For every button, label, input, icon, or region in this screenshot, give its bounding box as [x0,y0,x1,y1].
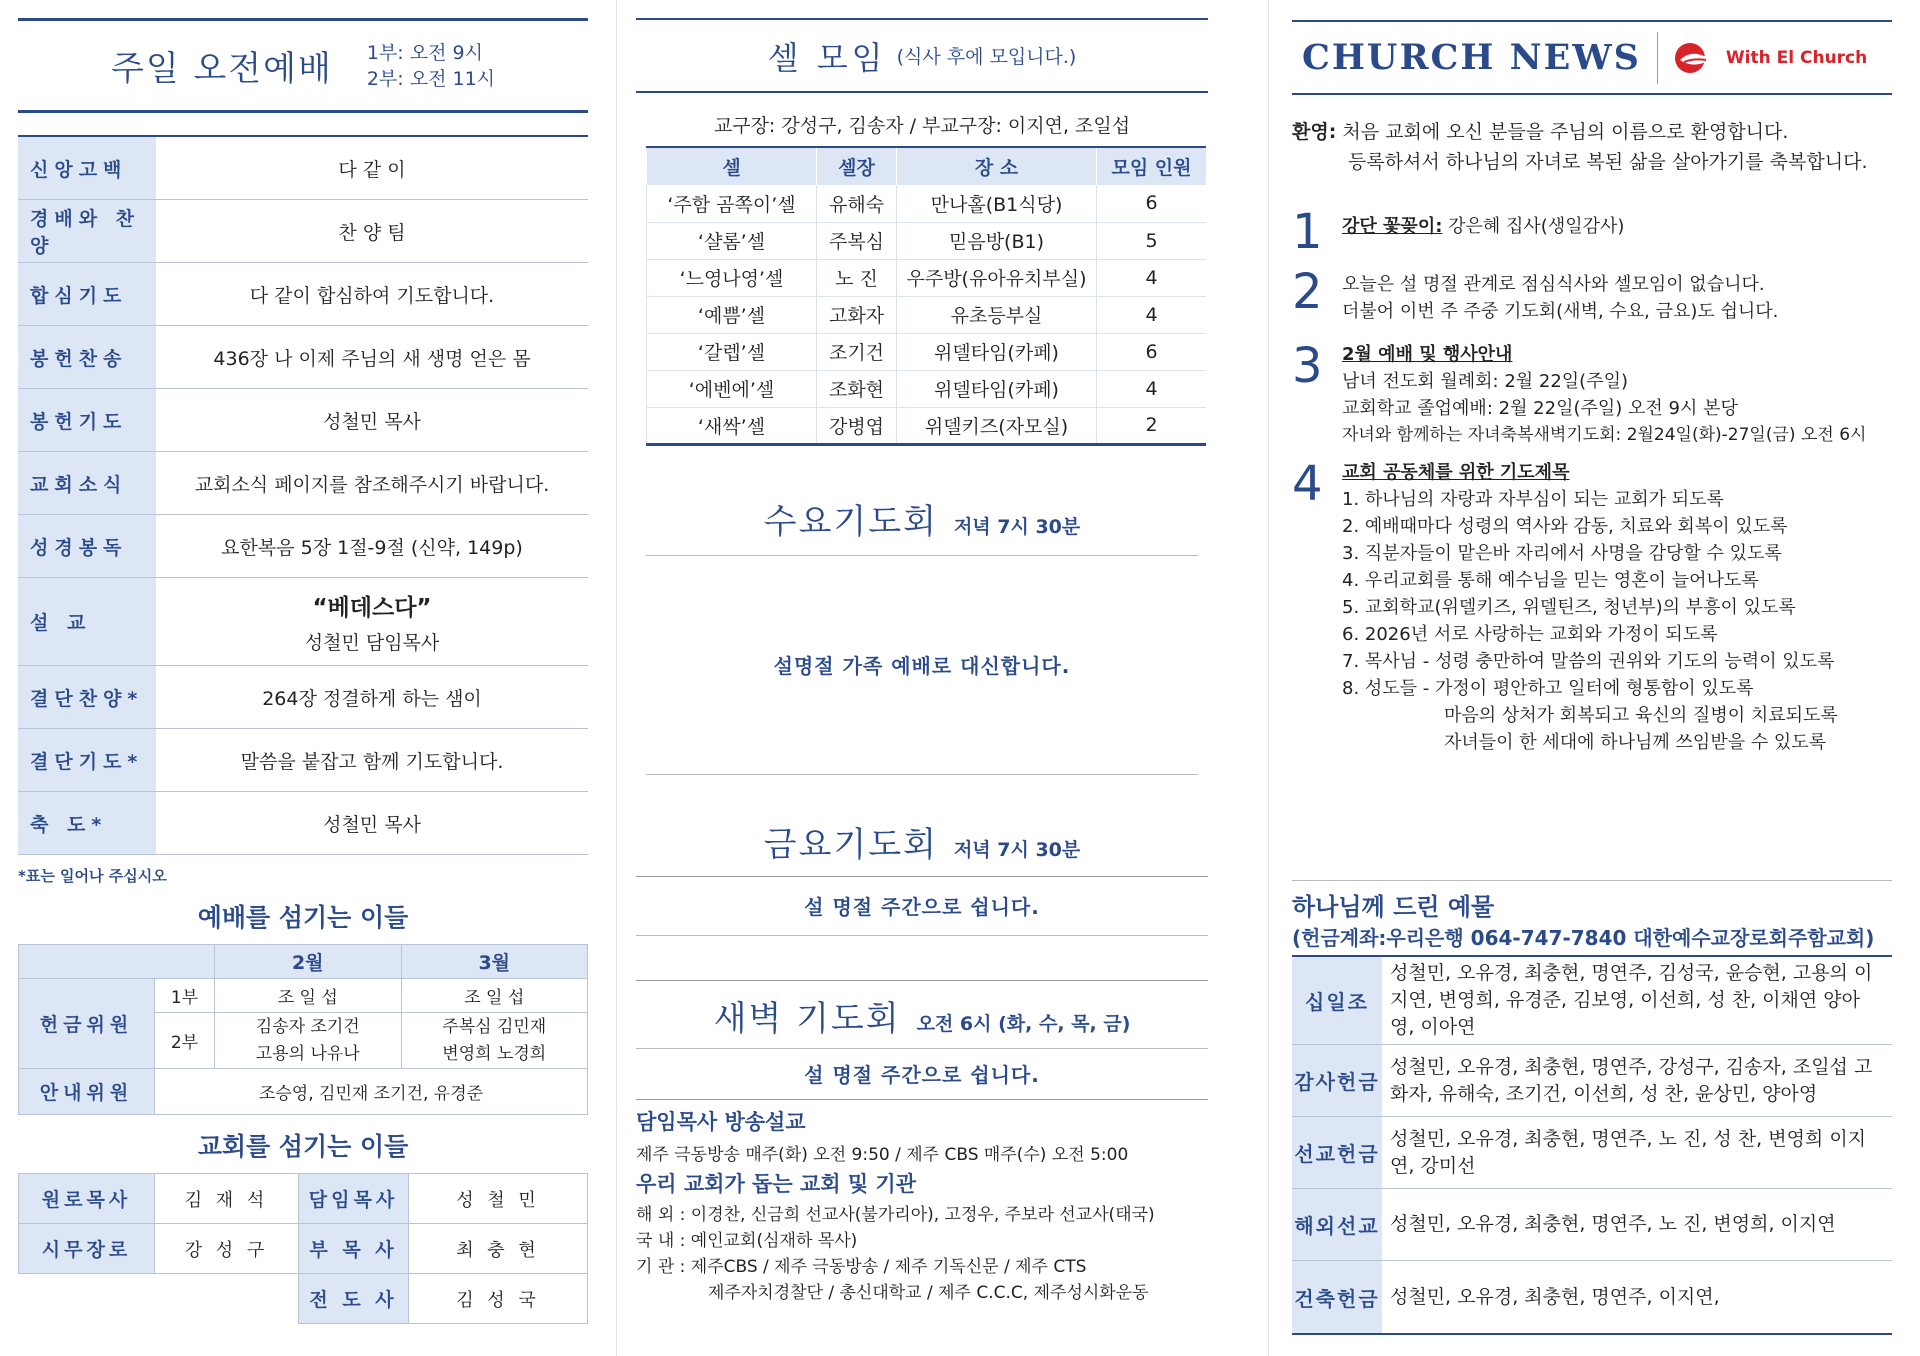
table-row [647,296,1207,333]
cell-count: 4 [1097,296,1207,333]
staff-role: 부 목 사 [299,1224,409,1274]
usher-value: 조승영, 김민재 조기건, 유경준 [155,1069,588,1115]
staff-person: 김 성 국 [409,1274,588,1324]
prayer-item: 2. 예배때마다 성령의 역사와 감동, 치료와 회복이 있도록 [1342,516,1788,537]
order-row [18,263,588,326]
feb-part2-line: 고용의 나유나 [255,1043,360,1064]
cell-place: 만나홀(B1식당) [897,185,1097,222]
cell-name: ‘갈렙’셀 [647,333,817,370]
worship-title-bar [18,18,588,113]
cell-count: 5 [1097,222,1207,259]
offerings-section [1292,880,1892,1335]
support-line: 해 외 : 이경찬, 신금희 선교사(불가리아), 고정우, 주보라 선교사(태국) [636,1204,1155,1225]
cell-count: 6 [1097,333,1207,370]
news-line: 오늘은 설 명절 관계로 점심식사와 셀모임이 없습니다. [1342,274,1765,295]
order-label: 봉헌기도 [18,389,156,451]
cell-col-header: 셀 [647,147,817,185]
dawn-title: 새벽 기도회 [713,998,901,1039]
news-item-4 [1292,456,1892,756]
order-label: 축 도* [18,792,156,854]
second-service-time: 2부: 오전 11시 [366,67,496,90]
cell-table [646,146,1206,446]
broadcast-title: 담임목사 방송설교 [636,1109,806,1134]
cell-place: 위델키즈(자모실) [897,407,1097,444]
feb-part2-line: 김송자 조기건 [255,1016,360,1037]
order-label: 경배와 찬양 [18,200,156,262]
news-heading: 교회 공동체를 위한 기도제목 [1342,462,1570,483]
welcome-line: 등록하셔서 하나님의 자녀로 복된 삶을 살아가기를 축복합니다. [1348,151,1868,173]
news-text [1342,459,1838,756]
feb-part2 [215,1013,402,1069]
month-feb: 2월 [215,945,402,979]
cell-place: 위델타임(카페) [897,370,1097,407]
table-row [647,259,1207,296]
table-row [647,222,1207,259]
offering-type: 선교헌금 [1292,1117,1382,1188]
news-number: 3 [1292,338,1323,394]
support-list [636,1202,1208,1306]
order-value: 264장 정결하게 하는 샘이 [262,687,482,710]
cell-leader: 조화현 [817,370,897,407]
broadcast-info: 제주 극동방송 매주(화) 오전 9:50 / 제주 CBS 매주(수) 오전 5:00 [636,1144,1129,1165]
cell-subtitle: (식사 후에 모입니다.) [896,46,1077,68]
order-row [18,729,588,792]
divider [646,774,1198,775]
cell-leader: 주복심 [817,222,897,259]
order-row [18,515,588,578]
friday-title: 금요기도회 [763,824,938,865]
order-value: 다 같이 합심하여 기도합니다. [249,284,495,307]
cell-name: ‘에벤에’셀 [647,370,817,407]
cell-name: ‘샬롬’셀 [647,222,817,259]
news-item-1 [1292,204,1892,260]
cell-count: 4 [1097,370,1207,407]
divider [636,935,1208,936]
staff-empty [19,1274,155,1324]
cell-col-header: 모임 인원 [1097,147,1207,185]
news-number: 4 [1292,456,1323,512]
news-line: 교회학교 졸업예배: 2월 22일(주일) 오전 9시 본당 [1342,398,1738,419]
cell-leader: 강병엽 [817,407,897,444]
cell-place: 우주방(유아유치부실) [897,259,1097,296]
order-value: 성철민 목사 [323,813,421,836]
worship-order-table [18,135,588,855]
offering-givers: 성철민, 오유경, 최충현, 명연주, 노 진, 변영희, 이지연 [1390,1213,1836,1235]
order-row [18,200,588,263]
welcome-message [1292,117,1892,177]
offering-type: 감사헌금 [1292,1045,1382,1116]
news-line: 남녀 전도회 월례회: 2월 22일(주일) [1342,371,1629,392]
order-value: 말씀을 붙잡고 함께 기도합니다. [240,750,504,773]
altar-flower-value: 강은혜 집사(생일감사) [1448,216,1625,237]
staff-table [18,1173,588,1324]
worship-order-panel [18,0,588,1356]
order-label: 결단기도* [18,729,156,791]
friday-header [636,817,1208,866]
cell-place: 믿음방(B1) [897,222,1097,259]
order-value [156,578,588,665]
worship-times [367,40,495,92]
divider [636,980,1208,981]
friday-message: 설 명절 주간으로 쉽니다. [804,895,1040,919]
prayer-item: 4. 우리교회를 통해 예수님을 믿는 영혼이 늘어나도록 [1342,570,1759,591]
cell-title: 셀 모임 [767,38,887,77]
prayer-item: 6. 2026년 서로 사랑하는 교회와 가정이 되도록 [1342,624,1718,645]
order-label: 봉헌찬송 [18,326,156,388]
cell-leader: 조기건 [817,333,897,370]
order-label: 설 교 [18,578,156,665]
staff-person: 최 충 현 [409,1224,588,1274]
offering-type: 건축헌금 [1292,1261,1382,1333]
staff-person: 강 성 구 [155,1224,299,1274]
cell-count: 6 [1097,185,1207,222]
welcome-line: 처음 교회에 오신 분들을 주님의 이름으로 환영합니다. [1342,121,1789,143]
sermon-preacher: 성철민 담임목사 [304,631,440,654]
table-row [647,407,1207,444]
support-line: 제주자치경찰단 / 총신대학교 / 제주 C.C.C, 제주성시화운동 [708,1282,1149,1303]
wednesday-time: 저녁 7시 30분 [953,515,1081,538]
news-item-2 [1292,264,1892,325]
order-value: 찬 양 팀 [338,221,406,244]
news-number: 1 [1292,204,1323,260]
wednesday-message: 설명절 가족 예배로 대신합니다. [773,654,1071,678]
offering-givers: 성철민, 오유경, 최충현, 명연주, 이지연, [1390,1285,1720,1308]
cell-col-header: 장 소 [897,147,1097,185]
mar-part2 [401,1013,588,1069]
order-label: 교회소식 [18,452,156,514]
prayer-item: 1. 하나님의 자랑과 자부심이 되는 교회가 되도록 [1342,489,1724,510]
logo-text: With El Church [1725,47,1868,68]
staff-role: 전 도 사 [299,1274,409,1324]
news-text [1342,207,1624,257]
serve-title: 예배를 섬기는 이들 [197,903,409,932]
altar-flower-label: 강단 꽃꽂이: [1342,216,1443,237]
order-row-sermon [18,578,588,666]
order-value: 436장 나 이제 주님의 새 생명 얻은 몸 [213,347,531,370]
order-row [18,389,588,452]
serve-table [18,944,588,1115]
dawn-message: 설 명절 주간으로 쉽니다. [804,1063,1040,1087]
cell-name: ‘새싹’셀 [647,407,817,444]
prayer-item: 5. 교회학교(위델키즈, 위델틴즈, 청년부)의 부흥이 있도록 [1342,597,1796,618]
wednesday-title: 수요기도회 [763,501,938,542]
order-value: 다 같 이 [338,158,406,181]
news-line: 더불어 이번 주 주중 기도회(새벽, 수요, 금요)도 쉽니다. [1342,301,1779,322]
divider [1657,32,1658,84]
news-number: 2 [1292,264,1323,320]
feb-part1: 조 일 섭 [215,979,402,1013]
divider [636,1099,1208,1100]
staff-role: 원로목사 [19,1174,155,1224]
part-label: 2부 [155,1013,215,1069]
offering-committee-label: 헌금위원 [19,979,155,1069]
order-row [18,137,588,200]
news-title-bar [1292,20,1892,95]
support-line: 기 관 : 제주CBS / 제주 극동방송 / 제주 기독신문 / 제주 CTS [636,1256,1087,1277]
divider [1292,880,1892,881]
meetings-panel [636,0,1208,1356]
wednesday-header [636,494,1208,543]
staff-person: 성 철 민 [409,1174,588,1224]
offering-row [1292,1189,1892,1261]
cell-place: 유초등부실 [897,296,1097,333]
staff-person: 김 재 석 [155,1174,299,1224]
cell-col-header: 셀장 [817,147,897,185]
part-label: 1부 [155,979,215,1013]
sermon-title: “베데스다” [312,594,432,621]
news-title: CHURCH NEWS [1302,37,1641,78]
cell-name: ‘주함 곰쪽이’셀 [647,185,817,222]
offerings-table [1292,955,1892,1335]
order-value: 성철민 목사 [323,410,421,433]
offering-type: 해외선교 [1292,1189,1382,1260]
month-mar: 3월 [401,945,588,979]
offering-row [1292,957,1892,1045]
table-row [647,370,1207,407]
cell-leader: 유해숙 [817,185,897,222]
order-row [18,452,588,515]
staff-role: 담임목사 [299,1174,409,1224]
order-label: 성경봉독 [18,515,156,577]
offering-row [1292,1117,1892,1189]
church-logo-icon [1674,42,1720,74]
news-item-3 [1292,338,1892,449]
cell-leader: 노 진 [817,259,897,296]
dawn-time: 오전 6시 (화, 수, 목, 금) [916,1012,1131,1035]
dawn-header [636,991,1208,1040]
news-text [1342,267,1778,325]
order-row [18,666,588,729]
staff-empty [155,1274,299,1324]
prayer-item: 7. 목사님 - 성령 충만하여 말씀의 권위와 기도의 능력이 있도록 [1342,651,1835,672]
offering-givers: 성철민, 오유경, 최충현, 명연주, 강성구, 김송자, 조일섭 고화자, 유해숙, 조기건, 이선희, 성 찬, 윤상민, 양아영 [1390,1055,1873,1105]
standing-note: *표는 일어나 주십시오 [18,867,167,885]
staff-title: 교회를 섬기는 이들 [197,1132,409,1161]
table-row [647,185,1207,222]
order-label: 결단찬양* [18,666,156,728]
usher-label: 안내위원 [19,1069,155,1115]
cell-place: 위델타임(카페) [897,333,1097,370]
offering-givers: 성철민, 오유경, 최충현, 명연주, 노 진, 성 찬, 변영희 이지연, 강미선 [1390,1127,1867,1177]
worship-title: 주일 오전예배 [110,49,333,89]
support-line: 국 내 : 예인교회(심재하 목사) [636,1230,858,1251]
order-value: 교회소식 페이지를 참조해주시기 바랍니다. [194,473,550,496]
offering-row [1292,1261,1892,1333]
church-logo [1674,42,1867,74]
welcome-label: 환영: [1292,121,1337,143]
offerings-title: 하나님께 드린 예물 [1292,893,1495,921]
mar-part2-line: 주복심 김민재 [442,1016,547,1037]
district-leaders: 교구장: 강성구, 김송자 / 부교구장: 이지연, 조일섭 [713,115,1131,137]
cell-name: ‘예쁨’셀 [647,296,817,333]
prayer-item: 3. 직분자들이 맡은바 자리에서 사명을 감당할 수 있도록 [1342,543,1782,564]
cell-leader: 고화자 [817,296,897,333]
order-label: 합심기도 [18,263,156,325]
cell-count: 4 [1097,259,1207,296]
order-row [18,326,588,389]
order-row [18,792,588,855]
offering-account: (헌금계좌:우리은행 064-747-7840 대한예수교장로회주함교회) [1292,926,1875,950]
staff-role: 시무장로 [19,1224,155,1274]
news-text [1342,341,1866,449]
order-label: 신앙고백 [18,137,156,199]
cell-name: ‘느영나영’셀 [647,259,817,296]
offering-type: 십일조 [1292,957,1382,1044]
serve-corner [19,945,215,979]
prayer-item: 마음의 상처가 회복되고 육신의 질병이 치료되도록 [1444,705,1838,726]
cell-count: 2 [1097,407,1207,444]
church-news-panel [1292,0,1892,1356]
news-line: 자녀와 함께하는 자녀축복새벽기도회: 2월24일(화)-27일(금) 오전 6시 [1342,425,1867,445]
support-title: 우리 교회가 돕는 교회 및 기관 [636,1171,916,1196]
offering-row [1292,1045,1892,1117]
mar-part2-line: 변영희 노경희 [442,1043,547,1064]
news-heading: 2월 예배 및 행사안내 [1342,344,1513,365]
first-service-time: 1부: 오전 9시 [366,41,483,64]
prayer-item: 8. 성도들 - 가정이 평안하고 일터에 형통함이 있도록 [1342,678,1754,699]
mar-part1: 조 일 섭 [401,979,588,1013]
table-row [647,333,1207,370]
friday-time: 저녁 7시 30분 [953,838,1081,861]
offering-givers: 성철민, 오유경, 최충현, 명연주, 김성국, 윤승현, 고용의 이지연, 변영희, 유경준, 김보영, 이선희, 성 찬, 이채연 양아영, 이아연 [1390,962,1873,1038]
prayer-item: 자녀들이 한 세대에 하나님께 쓰임받을 수 있도록 [1444,732,1827,753]
order-value: 요한복음 5장 1절-9절 (신약, 149p) [221,536,523,559]
cell-title-bar [636,18,1208,93]
